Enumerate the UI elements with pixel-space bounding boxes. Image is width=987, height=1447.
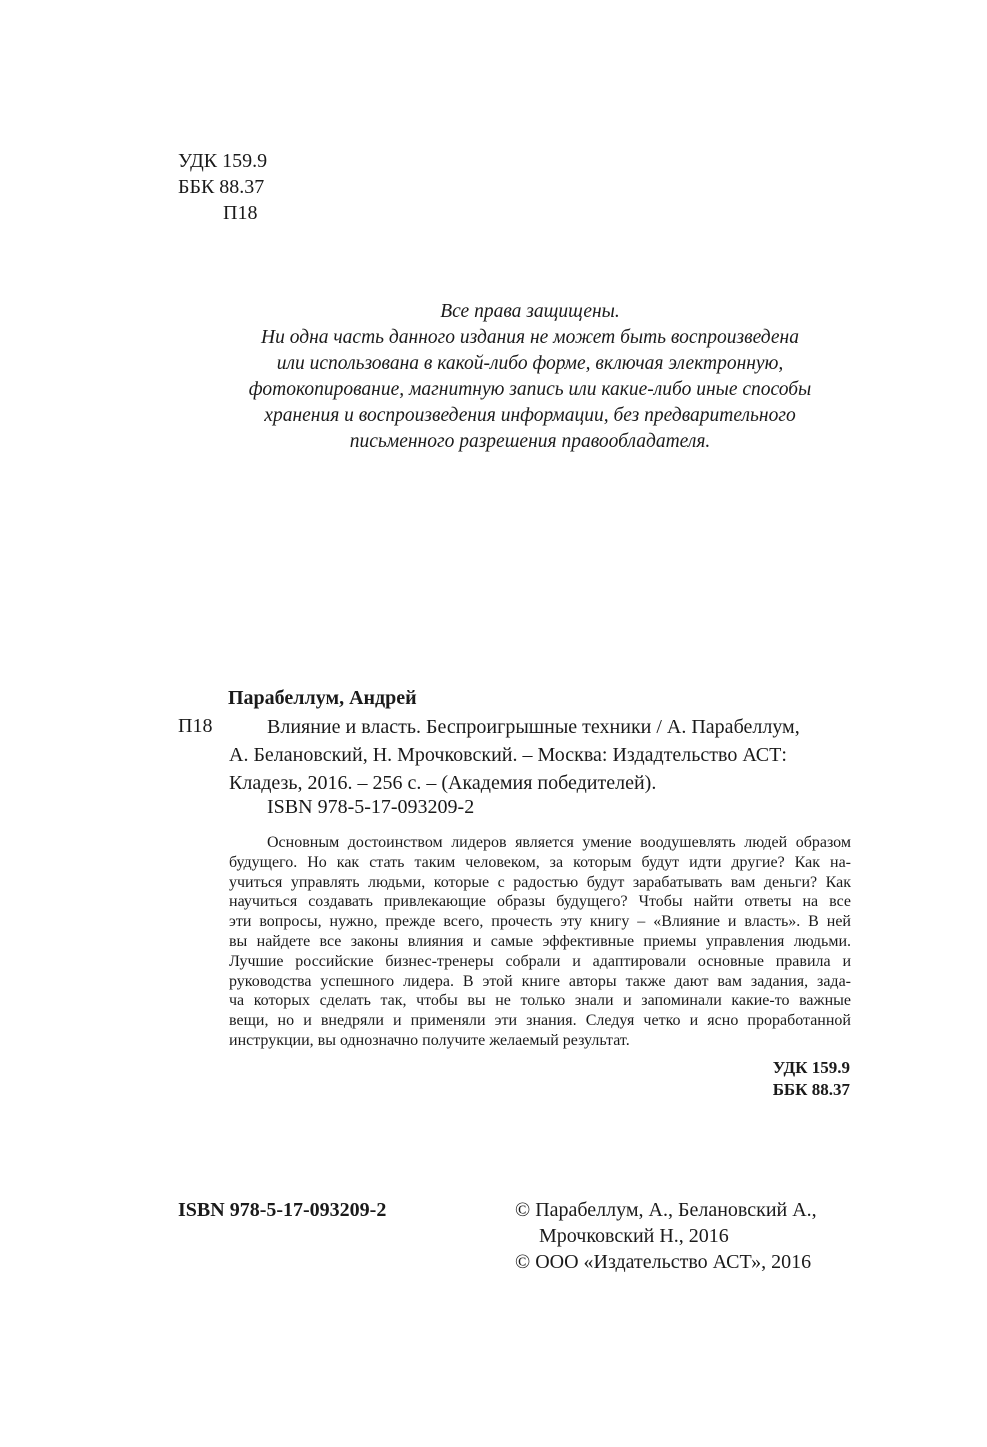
bibliographic-description bbox=[229, 713, 859, 797]
annotation-line: Лучшие российские бизнес-тренеры собрали и адаптировали основные правила и bbox=[229, 952, 851, 970]
bbk-code: ББК 88.37 bbox=[178, 176, 265, 198]
annotation-line: Основным достоинством лидеров является умение воодушевлять людей образом bbox=[267, 834, 851, 851]
udk-code: УДК 159.9 bbox=[772, 1058, 850, 1077]
annotation-line: учиться управлять людьми, которые с радостью будут зарабатывать вам деньги? Как bbox=[229, 873, 851, 891]
rights-line: Ни одна часть данного издания не может быть воспроизведена bbox=[261, 327, 799, 348]
catalog-author-mark: П18 bbox=[178, 715, 213, 737]
annotation-line: научиться создавать привлекающие образы будущего? Чтобы найти ответы на все bbox=[229, 893, 851, 911]
rights-line: письменного разрешения правообладателя. bbox=[349, 431, 711, 452]
annotation-line: инструкции, вы однозначно получите желаемый результат. bbox=[229, 1031, 630, 1049]
rights-line: или использована в какой-либо форме, включая электронную, bbox=[276, 353, 784, 374]
biblio-line: Влияние и власть. Беспроигрышные техники / А. Парабеллум, bbox=[267, 716, 800, 738]
rights-notice bbox=[180, 299, 880, 455]
annotation-line: руководства успешного лидера. В этой книге авторы также дают вам задания, зада- bbox=[229, 972, 851, 990]
copyright-line: © Парабеллум, А., Белановский А., bbox=[515, 1199, 817, 1221]
catalog-isbn: ISBN 978-5-17-093209-2 bbox=[267, 796, 475, 818]
copyright-block bbox=[515, 1197, 817, 1275]
annotation bbox=[229, 833, 851, 1051]
author-heading: Парабеллум, Андрей bbox=[228, 687, 417, 709]
bbk-code: ББК 88.37 bbox=[772, 1080, 850, 1099]
footer-isbn: ISBN 978-5-17-093209-2 bbox=[178, 1199, 387, 1221]
annotation-line: вещи, но и внедряли и применяли эти знания. Следуя четко и ясно проработанной bbox=[229, 1012, 851, 1030]
classification-codes-top bbox=[178, 148, 267, 226]
annotation-line: эти вопросы, нужно, прежде всего, прочесть эту книгу – «Влияние и власть». В ней bbox=[229, 913, 851, 931]
rights-line: фотокопирование, магнитную запись или какие-либо иные способы bbox=[248, 379, 812, 400]
author-mark: П18 bbox=[223, 202, 258, 224]
rights-line: хранения и воспроизведения информации, без предварительного bbox=[264, 405, 796, 426]
classification-codes-bottom bbox=[700, 1057, 850, 1101]
annotation-line: вы найдете все законы влияния и самые эффективные приемы управления людьми. bbox=[229, 932, 851, 950]
annotation-line: будущего. Но как стать таким человеком, за которым будут идти другие? Как на- bbox=[229, 853, 851, 871]
biblio-line: А. Белановский, Н. Мрочковский. – Москва: Издадтельство АСТ: bbox=[229, 744, 787, 766]
rights-line: Все права защищены. bbox=[440, 301, 620, 322]
copyright-line: © ООО «Издательство АСТ», 2016 bbox=[515, 1251, 812, 1273]
biblio-line: Кладезь, 2016. – 256 с. – (Академия победителей). bbox=[229, 772, 657, 794]
copyright-line: Мрочковский Н., 2016 bbox=[539, 1225, 729, 1247]
annotation-line: ча которых сделать так, чтобы вы не только знали и запоминали какие-то важные bbox=[229, 992, 851, 1010]
udk-code: УДК 159.9 bbox=[178, 150, 268, 172]
